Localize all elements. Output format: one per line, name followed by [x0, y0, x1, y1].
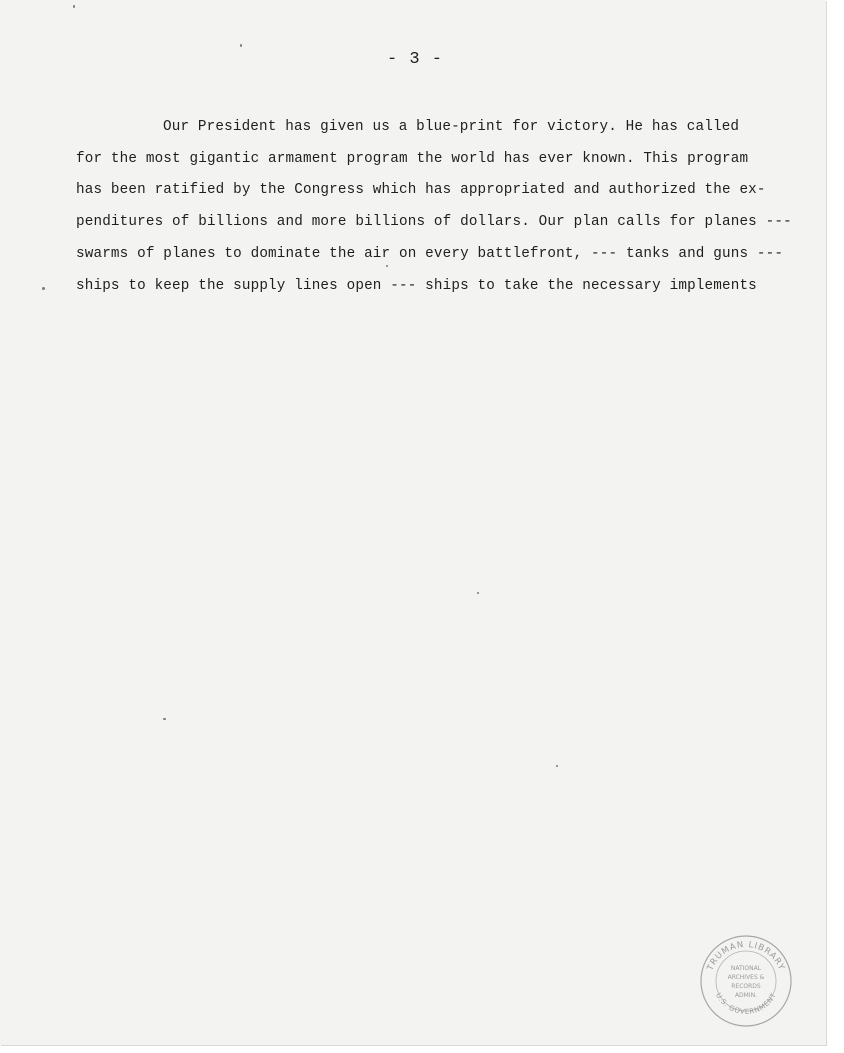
paper-speck	[42, 287, 45, 290]
stamp-bottom-text: U.S. GOVERNMENT	[714, 991, 778, 1017]
stamp-inner-line: NATIONAL	[730, 965, 762, 972]
body-line: penditures of billions and more billions of dollars. Our plan calls for planes ---	[76, 214, 792, 230]
body-line: swarms of planes to dominate the air on every battlefront, --- tanks and guns ---	[76, 246, 784, 262]
paper-speck	[386, 265, 388, 267]
paper-speck	[73, 5, 75, 8]
paper-speck	[163, 718, 166, 720]
paper-speck	[556, 765, 558, 767]
stamp-inner-line: ADMIN.	[734, 992, 758, 999]
body-line: Our President has given us a blue-print for victory. He has called	[163, 119, 740, 135]
paper-speck	[240, 44, 242, 47]
stamp-inner-line: ARCHIVES &	[727, 974, 765, 981]
archive-stamp	[698, 933, 794, 1029]
stamp-top-text: TRUMAN LIBRARY	[705, 939, 787, 973]
stamp-inner-line: RECORDS	[731, 983, 761, 990]
archive-stamp-seal	[698, 933, 794, 1029]
page-number: - 3 -	[386, 50, 443, 69]
paper-speck	[477, 592, 479, 594]
body-line: has been ratified by the Congress which has appropriated and authorized the ex-	[76, 182, 766, 198]
body-line: ships to keep the supply lines open --- ships to take the necessary implements	[76, 278, 757, 294]
body-line: for the most gigantic armament program the world has ever known. This program	[76, 151, 749, 167]
